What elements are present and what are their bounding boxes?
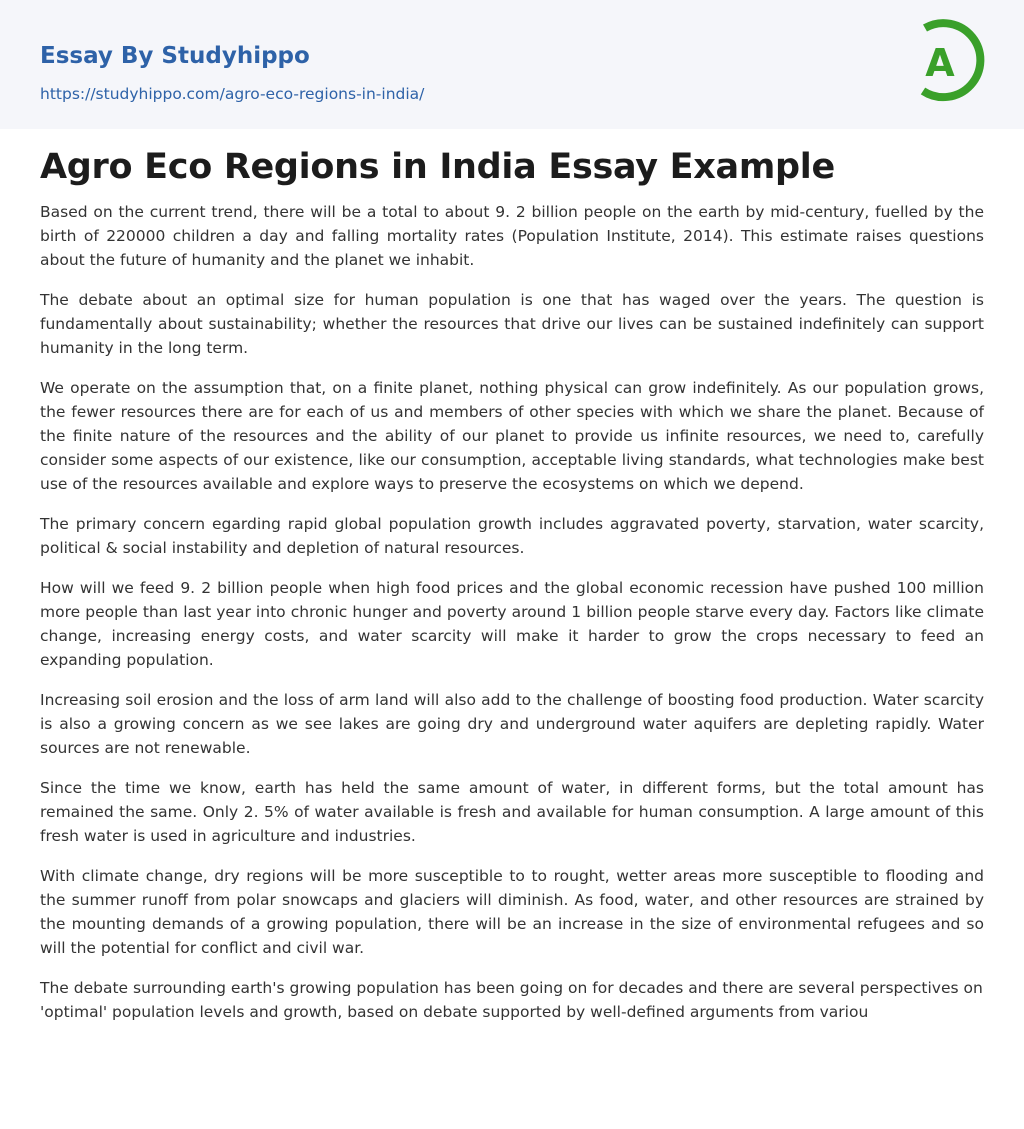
essay-paragraph: Since the time we know, earth has held the same amount of water, in different forms, but the total amount has remained the same. Only 2. 5% of water available is fresh and available for human consumption. A large amount of this fresh water is used in agriculture and industries. <box>40 779 984 845</box>
essay-paragraph: How will we feed 9. 2 billion people when high food prices and the global economic recession have pushed 100 million more people than last year into chronic hunger and poverty around 1 billion people starve every day. Factors like climate change, increasing energy costs, and water scarcity will make it harder to grow the crops necessary to feed an expanding population. <box>40 579 984 669</box>
studyhippo-logo-icon[interactable] <box>912 18 986 106</box>
page-url-link[interactable]: https://studyhippo.com/agro-eco-regions-in-india/ <box>40 85 425 103</box>
essay-paragraph: The debate surrounding earth's growing population has been going on for decades and there are several perspectives on 'optimal' population levels and growth, based on debate supported by well-defined arguments from variou <box>40 979 983 1021</box>
essay-body <box>40 200 984 1040</box>
essay-paragraph: The debate about an optimal size for human population is one that has waged over the years. The question is fundamentally about sustainability; whether the resources that drive our lives can be sustained indefinitely can support humanity in the long term. <box>40 291 984 357</box>
essay-paragraph: Increasing soil erosion and the loss of arm land will also add to the challenge of boosting food production. Water scarcity is also a growing concern as we see lakes are going dry and underground water aquifers are depleting rapidly. Water sources are not renewable. <box>40 691 984 757</box>
essay-paragraph: With climate change, dry regions will be more susceptible to to rought, wetter areas more susceptible to flooding and the summer runoff from polar snowcaps and glaciers will diminish. As food, water, and other resources are strained by the mounting demands of a growing population, there will be an increase in the size of environmental refugees and so will the potential for conflict and civil war. <box>40 867 984 957</box>
page-title: Agro Eco Regions in India Essay Example <box>40 147 835 187</box>
site-brand[interactable]: Essay By Studyhippo <box>40 43 310 69</box>
essay-paragraph: Based on the current trend, there will be a total to about 9. 2 billion people on the earth by mid-century, fuelled by the birth of 220000 children a day and falling mortality rates (Population Institute, 2014). This estimate raises questions about the future of humanity and the planet we inhabit. <box>40 203 984 269</box>
logo-letter: A <box>925 41 955 85</box>
essay-paragraph: We operate on the assumption that, on a finite planet, nothing physical can grow indefinitely. As our population grows, the fewer resources there are for each of us and members of other species with which we share the planet. Because of the finite nature of the resources and the ability of our planet to provide us infinite resources, we need to, carefully consider some aspects of our existence, like our consumption, acceptable living standards, what technologies make best use of the resources available and explore ways to preserve the ecosystems on which we depend. <box>40 379 984 493</box>
essay-paragraph: The primary concern egarding rapid global population growth includes aggravated poverty, starvation, water scarcity, political & social instability and depletion of natural resources. <box>40 515 984 557</box>
